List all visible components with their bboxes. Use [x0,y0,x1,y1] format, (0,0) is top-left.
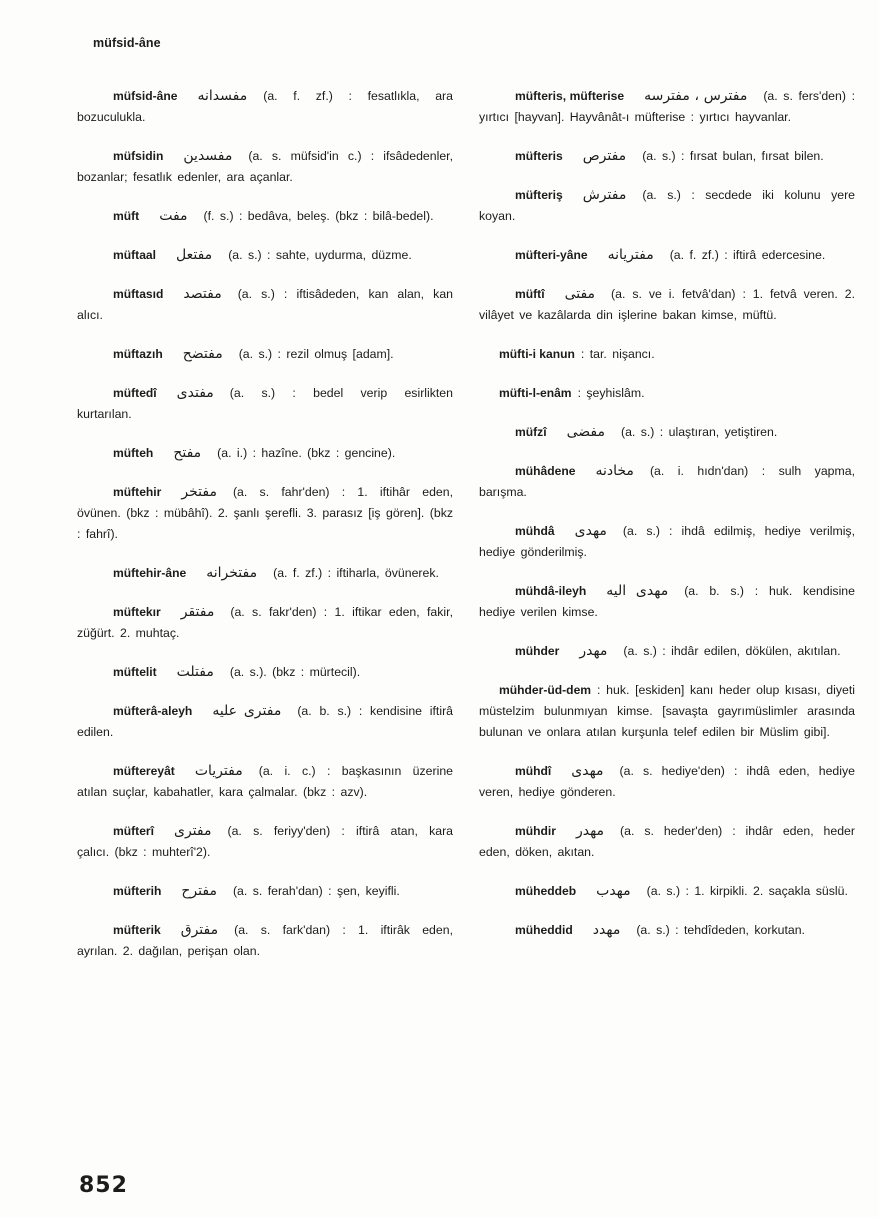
headword: müftazıh [113,347,163,361]
headword: müftedî [113,386,157,400]
arabic-script: مفتعل [176,247,213,263]
arabic-script: مهدر [575,823,605,839]
headword: mühdâ [515,524,555,538]
headword: mühder [515,644,560,658]
headword: mühdâ-ileyh [515,584,587,598]
dictionary-entry [479,581,855,623]
definition: : tar. nişancı. [580,347,655,361]
running-head: müfsid-âne [93,36,161,50]
arabic-script: مهدى [574,523,607,539]
definition: (a. s.) : sahte, uydurma, düzme. [228,248,412,262]
dictionary-entry [479,146,855,167]
definition: (a. f. zf.) : fesatlıkla, ara bozuculukla. [77,89,453,124]
dictionary-entry [77,881,453,902]
dictionary-entry [77,821,453,863]
definition: (a. i.) : hazîne. (bkz : gencine). [217,446,396,460]
arabic-script: مفتلت [176,664,214,680]
dictionary-entry [77,920,453,962]
arabic-script: مفترى [174,823,212,839]
arabic-script: مفتقر [180,604,215,620]
headword: müftaal [113,248,157,262]
dictionary-entry [77,245,453,266]
definition: (a. s.) : ihdâ edilmiş, hediye verilmiş, hediye gönderilmiş. [479,524,855,559]
dictionary-entry [77,662,453,683]
dictionary-entry [479,383,855,404]
arabic-script: مفتريانه [607,247,654,263]
arabic-script: مفترى عليه [212,703,282,719]
arabic-script: مفسدانه [197,88,248,104]
arabic-script: مفتضح [182,346,223,362]
arabic-script: مفتصد [183,286,222,302]
headword: müfteris [515,149,563,163]
definition: (a. s.) : iftisâdeden, kan alan, kan alıcı. [77,287,453,322]
headword: müftereyât [113,764,175,778]
dictionary-entry [77,761,453,803]
definition: (a. s. heder'den) : ihdâr eden, heder eden, döken, akıtan. [479,824,855,859]
definition: (a. s. fahr'den) : 1. iftihâr eden, övünen. (bkz : mübâhî). 2. şanlı şerefli. 3. parasız [iş gören]. (bkz : fahrî). [77,485,453,541]
dictionary-entry [479,245,855,266]
definition: (a. s.) : ihdâr edilen, dökülen, akıtılan. [623,644,841,658]
dictionary-entry [77,383,453,425]
dictionary-entry [77,344,453,365]
headword: mühder-üd-dem [499,683,592,697]
dictionary-entry [479,521,855,563]
headword: müftekır [113,605,161,619]
dictionary-entry [77,482,453,545]
definition: (a. s. ferah'dan) : şen, keyifli. [232,884,400,898]
arabic-script: مفتريات [194,763,243,779]
definition: : şeyhislâm. [577,386,645,400]
arabic-script: مفترح [181,883,217,899]
definition: (a. s. hediye'den) : ihdâ eden, hediye veren, hediye gönderen. [479,764,855,799]
headword: müftî [515,287,545,301]
arabic-script: مخادنه [595,463,634,479]
definition: (a. s. fers'den) : yırtıcı [hayvan]. Hayvânât-ı müfterise : yırtıcı hayvanlar. [479,89,856,124]
dictionary-entry [77,563,453,584]
definition: (a. s.) : fırsat bulan, fırsat bilen. [642,149,824,163]
definition: (a. s.). (bkz : mürtecil). [229,665,361,679]
right-column [479,86,855,959]
definition: (a. s. müfsid'in c.) : ifsâdedenler, bozanlar; fesatlık edenler, ara açanlar. [77,149,453,184]
arabic-script: مفتدى [176,385,214,401]
arabic-script: مفتخرانه [206,565,258,581]
arabic-script: مفسدين [183,148,233,164]
dictionary-entry [479,761,855,803]
arabic-script: مفت [159,208,188,224]
definition: (a. s.) : bedel verip esirlikten kurtarılan. [77,386,453,421]
definition: (a. s. ve i. fetvâ'dan) : 1. fetvâ veren. 2. vilâyet ve kazâlarda din işlerine bakan kimse, müftü. [479,287,855,322]
definition: (a. i. hıdn'dan) : sulh yapma, barışma. [479,464,855,499]
left-column [77,86,453,980]
arabic-script: مهدى [571,763,604,779]
page-number: 852 [79,1173,128,1198]
headword: müfterik [113,923,161,937]
headword: müfsid-âne [113,89,178,103]
dictionary-entry [479,680,855,743]
arabic-script: مفتى [564,286,596,302]
dictionary-entry [479,86,855,128]
headword: müfterî [113,824,154,838]
headword: müfzî [515,425,547,439]
headword: müfterih [113,884,162,898]
dictionary-entry [479,821,855,863]
definition: (a. f. zf.) : iftirâ edercesine. [669,248,826,262]
headword: müfteris, müfterise [515,89,625,103]
definition: (a. s. fakr'den) : 1. iftikar eden, fakir, züğürt. 2. muhtaç. [77,605,453,640]
dictionary-entry [77,86,453,128]
dictionary-entry [479,185,855,227]
arabic-script: مهدب [596,883,631,899]
definition: (a. i. c.) : başkasının üzerine atılan suçlar, kabahatler, kara çalmalar. (bkz : azv). [77,764,453,799]
definition: (a. s. feriyy'den) : iftirâ atan, kara çalıcı. (bkz : muhterî'2). [77,824,453,859]
definition: (a. s. fark'dan) : 1. iftirâk eden, ayrılan. 2. dağılan, perişan olan. [77,923,453,958]
arabic-script: مفضى [566,424,605,440]
arabic-script: مفترص [582,148,627,164]
dictionary-entry [479,284,855,326]
definition: (a. s.) : rezil olmuş [adam]. [238,347,394,361]
headword: müheddeb [515,884,577,898]
arabic-script: مفترش [582,187,627,203]
dictionary-entry [77,701,453,743]
dictionary-entry [77,602,453,644]
headword: müft [113,209,140,223]
arabic-script: مفتخر [181,484,217,500]
arabic-script: مفترق [180,922,219,938]
definition: (f. s.) : bedâva, beleş. (bkz : bilâ-bedel). [203,209,434,223]
headword: müfteriş [515,188,563,202]
definition: (a. b. s.) : huk. kendisine hediye verilen kimse. [479,584,855,619]
headword: müheddid [515,923,573,937]
headword: müftehir [113,485,162,499]
dictionary-entry [77,206,453,227]
headword: mühdir [515,824,556,838]
dictionary-entry [77,443,453,464]
definition: (a. s.) : secdede iki kolunu yere koyan. [479,188,855,223]
arabic-script: مهدر [579,643,608,659]
dictionary-entry [77,284,453,326]
definition: (a. s.) : tehdîdeden, korkutan. [636,923,805,937]
headword: mühdî [515,764,552,778]
arabic-script: مهدى اليه [606,583,669,599]
definition: (a. s.) : ulaştıran, yetiştiren. [620,425,778,439]
headword: müftasıd [113,287,164,301]
headword: müfteri-yâne [515,248,588,262]
definition: : huk. [eskiden] kanı heder olup kısası, diyeti müstelzim bulunmıyan kimse. [savaşta gayrımüslimler arasında bulunan ve onlara atılan kurşunla telef edilen bir Müslim gibi]. [479,683,855,739]
headword: müfsidin [113,149,164,163]
arabic-script: مفترس ، مفترسه [644,88,748,104]
dictionary-entry [479,641,855,662]
headword: müftehir-âne [113,566,187,580]
dictionary-entry [479,920,855,941]
headword: müfterâ-aleyh [113,704,193,718]
definition: (a. f. zf.) : iftiharla, övünerek. [273,566,439,580]
arabic-script: مفتح [173,445,202,461]
dictionary-entry [479,461,855,503]
dictionary-entry [479,344,855,365]
headword: müfti-i kanun [499,347,575,361]
headword: müfteh [113,446,154,460]
headword: müfti-l-enâm [499,386,572,400]
definition: (a. s.) : 1. kirpikli. 2. saçakla süslü. [646,884,848,898]
dictionary-entry [479,881,855,902]
headword: mühâdene [515,464,576,478]
dictionary-entry [479,422,855,443]
definition: (a. b. s.) : kendisine iftirâ edilen. [77,704,453,739]
arabic-script: مهدد [592,922,621,938]
headword: müftelit [113,665,157,679]
dictionary-entry [77,146,453,188]
